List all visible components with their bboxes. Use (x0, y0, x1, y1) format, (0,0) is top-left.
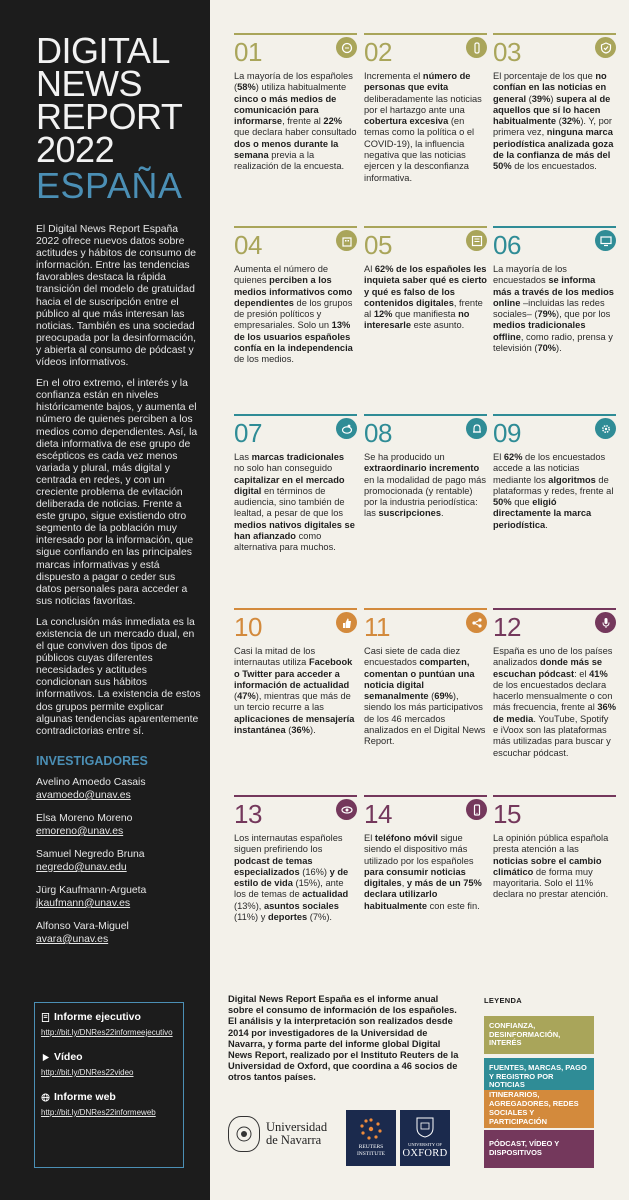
finding-card-02 (364, 33, 487, 203)
monitor-icon (595, 230, 616, 251)
reuters-dots-icon (358, 1116, 384, 1142)
link-informe-ejecutivo[interactable] (41, 1011, 177, 1037)
finding-card-08 (364, 414, 487, 584)
oxford-logo (400, 1110, 450, 1166)
finding-text: La mayoría de los españoles (58%) utiliza habitualmente cinco o más medios de comunicación para informarse, frente al 22% que declara haber consultado dos o menos durante la semana previa a la realización de la encuesta. (234, 71, 357, 172)
coins-icon (336, 37, 357, 58)
finding-text: El teléfono móvil sigue siendo el dispositivo más utilizado por los españoles para consumir noticias digitales, y más de un 75% declara utilizarlo habitualmente con este fin. (364, 833, 482, 911)
finding-number: 05 (364, 230, 392, 260)
link-label: Vídeo (54, 1051, 83, 1063)
title-line-3: REPORT (36, 96, 183, 137)
finding-text: El porcentaje de los que no confían en las noticias en general (39%) supera al de aquellos que sí lo hacen habitualmente (32%). Y, por primera vez, ninguna marca periodística analizada goza de la confianza de más del 50% de los encuestados. (493, 71, 614, 172)
link-label: Informe web (54, 1091, 116, 1103)
play-icon (41, 1053, 50, 1062)
finding-text: La mayoría de los encuestados se informa más a través de los medios online –incluidas las redes sociales– (79%), que por los medios tradicionales offline, como radio, prensa y televisión (70%). (493, 264, 614, 354)
phone-icon (466, 799, 487, 820)
gears-icon (595, 418, 616, 439)
reuters-name: REUTERS INSTITUTE (356, 1144, 386, 1157)
finding-number: 02 (364, 37, 392, 67)
finding-text: Se ha producido un extraordinario incremento en la modalidad de pago más promocionada (y rentable) por la industria periodística: las suscripciones. (364, 452, 486, 519)
unav-name: Universidad de Navarra (266, 1120, 328, 1147)
finding-number: 11 (364, 612, 390, 642)
title-line-1: DIGITAL (36, 30, 170, 71)
finding-number: 14 (364, 799, 392, 829)
finding-text: Al 62% de los españoles les inquieta saber qué es cierto y qué es falso de los contenidos digitales, frente al 12% que manifiesta no interesarle este asunto. (364, 264, 487, 331)
link-informe-web[interactable] (41, 1091, 177, 1117)
links-box (34, 1002, 184, 1168)
investigator-name: Avelino Amoedo Casais (36, 776, 146, 788)
investigator-email[interactable]: negredo@unav.edu (36, 861, 127, 873)
news-question-icon (466, 230, 487, 251)
intro-paragraph-2: En el otro extremo, el interés y la confianza están en niveles históricamente bajos, y aumenta el número de quienes perciben a los medios como dependientes. Así, la dieta informativa de ese grupo de escépticos es cada vez menos variada y plural, más digital y centrada en redes, y con un creciente problema de evitación deliberada de noticias. Frente a este grupo, sigue existiendo otro segmento de la población muy interesado por la información, que sigue confiando en las principales marcas informativas y está dispuesto a pagar o ceder sus datos personales para acceder a sus noticias favoritas. (36, 378, 198, 607)
oxford-small: UNIVERSITY OF (408, 1142, 442, 1147)
investigator-name: Elsa Moreno Moreno (36, 812, 133, 824)
finding-text: Aumenta el número de quienes perciben a los medios informativos como dependientes de los grupos de presión políticos y empresariales. Solo un 13% de los usuarios españoles confía en la independencia de los medios. (234, 264, 353, 365)
investigator-item (36, 884, 202, 910)
link-video[interactable] (41, 1051, 177, 1077)
legend-item-podcast: PÓDCAST, VÍDEO Y DISPOSITIVOS (484, 1130, 594, 1168)
investigators-list (36, 776, 202, 946)
investigator-name: Samuel Negredo Bruna (36, 848, 145, 860)
eye-icon (336, 799, 357, 820)
finding-number: 12 (493, 612, 521, 642)
finding-number: 06 (493, 230, 521, 260)
finding-text: Casi siete de cada diez encuestados comparten, comentan o puntúan una noticia digital semanalmente (69%), siendo los más participativos de los 46 mercados analizados en el Digital News Report. (364, 646, 486, 747)
investigator-item (36, 776, 202, 802)
finding-card-12 (493, 608, 616, 778)
link-url[interactable]: http://bit.ly/DNRes22video (41, 1068, 134, 1077)
investigator-email[interactable]: avamoedo@unav.es (36, 789, 131, 801)
finding-card-03 (493, 33, 616, 203)
hand-icon (466, 37, 487, 58)
investigator-item (36, 812, 202, 838)
reuters-logo (346, 1110, 396, 1166)
finding-card-04 (234, 226, 357, 396)
finding-text: El 62% de los encuestados accede a las noticias mediante los algoritmos de plataformas y redes, frente al 50% que eligió directamente la marca periodística. (493, 452, 614, 530)
investigator-item (36, 848, 202, 874)
finding-card-05 (364, 226, 487, 396)
intro-paragraph-1: El Digital News Report España 2022 ofrece nuevos datos sobre actitudes y hábitos de consumo de información. Entre las tendencias favorables destaca la rápida transición del modelo de gratuidad hacia el de suscripción entre el público al que más interesan las noticias. También es una sociedad preocupada por la desinformación, y abierta al consumo de pódcast y vídeos informativos. (36, 224, 196, 369)
share-icon (466, 612, 487, 633)
finding-text: Incrementa el número de personas que evita deliberadamente las noticias por el hartazgo ante una cobertura excesiva (en temas como la política o el COVID-19), la influencia negativa que las noticias ejercen y la desconfianza informativa. (364, 71, 482, 183)
unav-logo (228, 1116, 332, 1152)
finding-number: 08 (364, 418, 392, 448)
finding-number: 09 (493, 418, 521, 448)
finding-text: La opinión pública española presta atención a las noticias sobre el cambio climático de forma muy mayoritaria. Solo el 11% declara no prestar atención. (493, 833, 609, 900)
link-label: Informe ejecutivo (54, 1011, 141, 1023)
title-accent: ESPAÑA (36, 165, 183, 206)
title-line-2: NEWS (36, 63, 142, 104)
building-icon (336, 230, 357, 251)
report-title (36, 30, 202, 206)
seal-icon (228, 1116, 260, 1152)
finding-text: España es uno de los países analizados donde más se escuchan pódcast: el 41% de los encuestados declara hacerlo mensualmente o con más frecuencia, frente al 36% de media. YouTube, Spotify e iVoox son las plataformas más utilizadas para buscar y escuchar pódcast. (493, 646, 616, 758)
thumbs-up-icon (336, 612, 357, 633)
investigator-item (36, 920, 202, 946)
microphone-icon (595, 612, 616, 633)
finding-card-15 (493, 795, 616, 965)
legend-item-fuentes: FUENTES, MARCAS, PAGO Y REGISTRO POR NOTICIAS (484, 1058, 594, 1096)
intro-text (36, 224, 202, 738)
report-summary: Digital News Report España es el informe anual sobre el consumo de información de los españoles. El análisis y la interpretación son realizados desde 2014 por investigadores de la Universidad de Navarra, y forma parte del informe global Digital News Report, realizado por el Instituto Reuters de la Universidad de Oxford, que coordina a 46 socios de otros tantos países. (228, 994, 459, 1083)
legend-item-confianza: CONFIANZA, DESINFORMACIÓN, INTERÉS (484, 1016, 594, 1054)
finding-number: 15 (493, 799, 521, 829)
finding-card-11 (364, 608, 487, 778)
finding-card-07 (234, 414, 357, 584)
finding-number: 03 (493, 37, 521, 67)
investigator-name: Jürg Kaufmann-Argueta (36, 884, 147, 896)
document-icon (41, 1013, 50, 1022)
bell-icon (466, 418, 487, 439)
legend-item-itinerarios: ITINERARIOS, AGREGADORES, REDES SOCIALES Y PARTICIPACIÓN (484, 1090, 594, 1128)
title-line-4: 2022 (36, 129, 115, 170)
investigator-email[interactable]: avara@unav.es (36, 933, 109, 945)
finding-number: 01 (234, 37, 262, 67)
finding-number: 13 (234, 799, 262, 829)
finding-card-06 (493, 226, 616, 396)
logos-row (228, 1110, 458, 1168)
finding-card-01 (234, 33, 357, 203)
finding-card-13 (234, 795, 357, 965)
finding-text: Casi la mitad de los internautas utiliza Facebook o Twitter para acceder a información de actualidad (47%), mientras que más de un tercio recurre a las aplicaciones de mensajería instantánea (36%). (234, 646, 355, 736)
finding-number: 04 (234, 230, 262, 260)
finding-text: Los internautas españoles siguen prefiriendo los podcast de temas especializados (16%) y de estilo de vida (15%), ante los de temas de actualidad (13%), asuntos sociales (11%) y deportes (7%). (234, 833, 349, 923)
finding-text: Las marcas tradicionales no solo han conseguido capitalizar en el mercado digital en términos de audiencia, sino también de lealtad, a pesar de que los medios nativos digitales se han afianzado como alternativa para muchos. (234, 452, 355, 553)
piggy-bank-icon (336, 418, 357, 439)
finding-card-10 (234, 608, 357, 778)
investigator-name: Alfonso Vara-Miguel (36, 920, 129, 932)
finding-number: 07 (234, 418, 262, 448)
finding-card-14 (364, 795, 487, 965)
link-url[interactable]: http://bit.ly/DNRes22informeejecutivo (41, 1028, 173, 1037)
link-url[interactable]: http://bit.ly/DNRes22informeweb (41, 1108, 156, 1117)
oxford-name: OXFORD (402, 1148, 448, 1159)
shield-check-icon (595, 37, 616, 58)
finding-card-09 (493, 414, 616, 584)
legend-title: LEYENDA (484, 996, 522, 1005)
finding-number: 10 (234, 612, 262, 642)
oxford-crest-icon (415, 1116, 435, 1138)
intro-paragraph-3: La conclusión más inmediata es la existencia de un mercado dual, en el que conviven dos tipos de públicos cuyas diferentes necesidades y actitudes condicionan sus hábitos informativos. La existencia de estos dos grupos permite explicar algunas tendencias aparentemente contradictorias entre sí. (36, 616, 201, 737)
investigators-heading: INVESTIGADORES (36, 753, 148, 768)
investigator-email[interactable]: jkaufmann@unav.es (36, 897, 131, 909)
web-icon (41, 1093, 50, 1102)
investigator-email[interactable]: emoreno@unav.es (36, 825, 124, 837)
